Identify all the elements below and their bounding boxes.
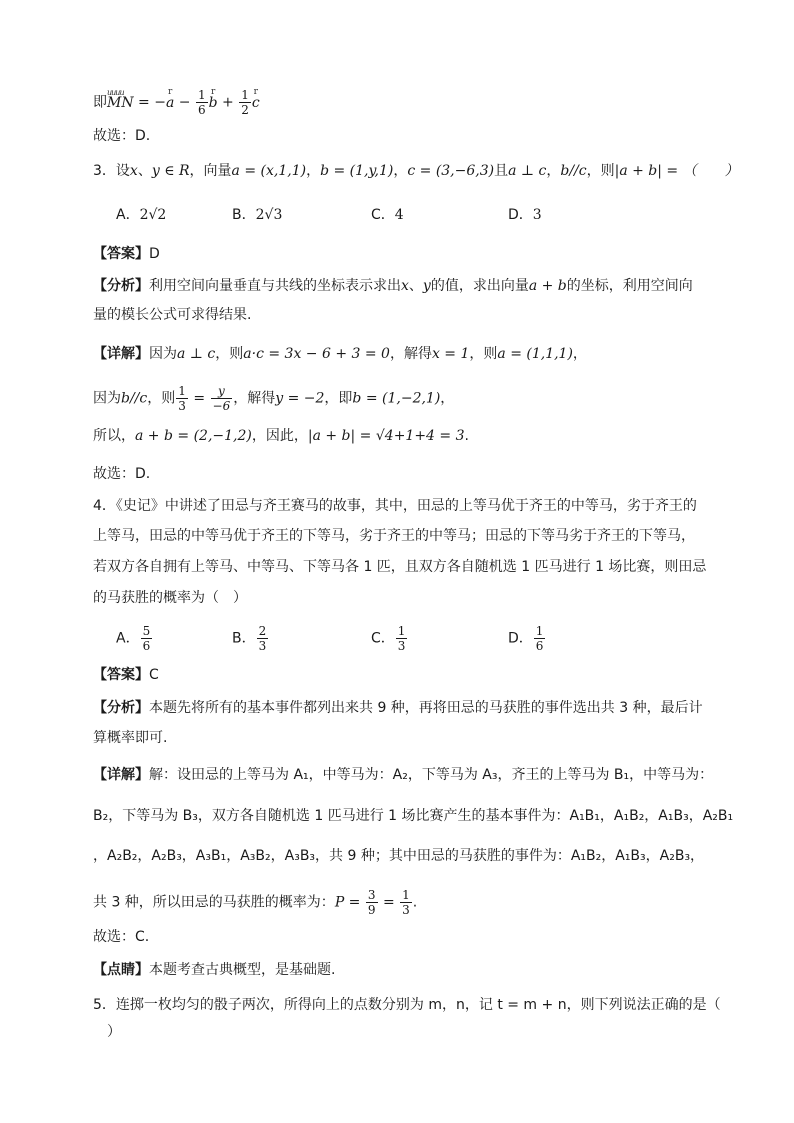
q4-answer: 【答案】C — [93, 667, 159, 683]
q3-detail-line1: 【详解】因为a ⊥ c，则a·c = 3x − 6 + 3 = 0，解得x = 1，则a = (1,1,1)， — [93, 346, 587, 362]
q4-stem-line3: 若双方各自拥有上等马、中等马、下等马各 1 匹，且双方各自随机选 1 匹马进行 1 场比赛，则田忌 — [93, 559, 707, 575]
q4-choose: 故选：C. — [93, 929, 150, 945]
q4-detail-line4: 共 3 种，所以田忌的马获胜的概率为：P = $\frac{3}{9}$ = $\frac{1}{3}$ . — [93, 888, 418, 917]
q4-stem-line4: 的马获胜的概率为（ ） — [93, 590, 247, 606]
fraction: $\frac{1}{3}$ — [178, 384, 186, 413]
q5-stem-line1: 5．连掷一枚均匀的骰子两次，所得向上的点数分别为 m，n，记 t = m + n，则下列说法正确的是（ — [93, 997, 721, 1013]
fraction: $\frac{y}{-6}$ — [212, 384, 231, 413]
q4-stem-line1: 4．《史记》中讲述了田忌与齐王赛马的故事，其中，田忌的上等马优于齐王的中等马，劣于齐王的 — [93, 498, 697, 514]
q5-stem-line2: ） — [93, 1024, 121, 1040]
mn-expression: 即uuuu MN = −r a − $\frac{1}{6}$ r b + $\frac{1}{2}$ r c — [93, 88, 260, 117]
q3-answer: 【答案】D — [93, 246, 160, 262]
q3-analysis-line1: 【分析】利用空间向量垂直与共线的坐标表示求出x、y的值，求出向量a + b的坐标，利用空间向 — [93, 278, 693, 294]
choose-line: 故选：D. — [93, 128, 151, 144]
q4-detail-line2: B₂，下等马为 B₃，双方各自随机选 1 匹马进行 1 场比赛产生的基本事件为：A₁B₁，A₁B₂，A₁B₃，A₂B₁ — [93, 808, 734, 824]
q3-option-b: B．2√3 — [232, 207, 283, 223]
q3-option-d: D．3 — [508, 207, 542, 223]
q4-option-b: B． $\frac{2}{3}$ — [232, 624, 267, 653]
vector-mn: uuuu MN — [107, 93, 134, 113]
fraction: $\frac{1}{2}$ — [241, 88, 249, 117]
q4-option-a: A． $\frac{5}{6}$ — [116, 624, 151, 653]
q4-analysis-line2: 算概率即可. — [93, 730, 168, 746]
fraction: $\frac{1}{6}$ — [197, 88, 206, 117]
q3-detail-line2: 因为b//c，则 $\frac{1}{3}$ = $\frac{y}{-6}$ ，解得y = −2，即b = (1,−2,1)， — [93, 384, 455, 413]
q4-comment: 【点睛】本题考查古典概型，是基础题. — [93, 962, 336, 978]
q4-option-d: D． $\frac{1}{6}$ — [508, 624, 544, 653]
q3-detail-line3: 所以，a + b = (2,−1,2)，因此，|a + b| = √4+1+4 = 3. — [93, 428, 469, 444]
q3-option-a: A．2√2 — [116, 207, 167, 223]
q3-choose: 故选：D. — [93, 466, 151, 482]
q4-detail-line3: ，A₂B₂，A₂B₃，A₃B₁，A₃B₂，A₃B₃，共 9 种；其中田忌的马获胜的事件为：A₁B₂，A₁B₃，A₂B₃， — [93, 848, 705, 864]
q3-analysis-line2: 量的模长公式可求得结果. — [93, 307, 252, 323]
q3-option-c: C．4 — [371, 207, 404, 223]
q3-stem: 3．设x、y ∈ R，向量a = (x,1,1)，b = (1,y,1)，c = (3,−6,3)且a ⊥ c，b//c，则|a + b| = （ ） — [93, 163, 739, 179]
q4-stem-line2: 上等马，田忌的中等马优于齐王的下等马，劣于齐王的中等马；田忌的下等马劣于齐王的下等马， — [93, 528, 695, 544]
q4-analysis-line1: 【分析】本题先将所有的基本事件都列出来共 9 种，再将田忌的马获胜的事件选出共 3 种，最后计 — [93, 700, 703, 716]
q4-detail-line1: 【详解】解：设田忌的上等马为 A₁，中等马为：A₂，下等马为 A₃，齐王的上等马为 B₁，中等马为： — [93, 767, 714, 783]
q4-option-c: C． $\frac{1}{3}$ — [371, 624, 406, 653]
